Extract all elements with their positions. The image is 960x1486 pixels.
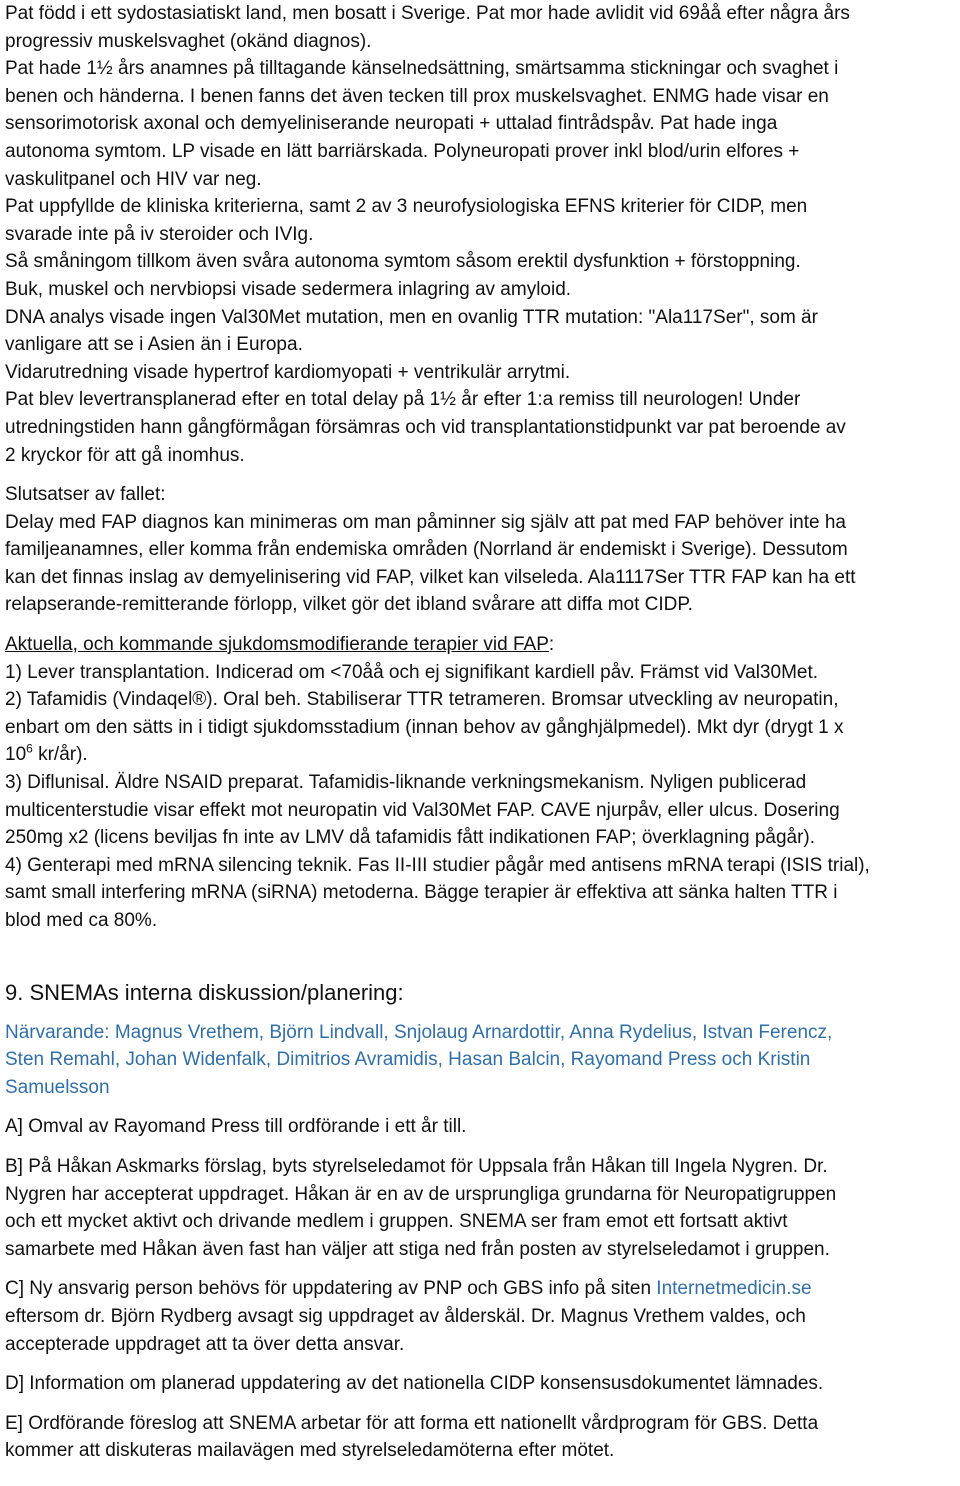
text-line: vaskulitpanel och HIV var neg.: [5, 168, 262, 190]
text-line: 2) Tafamidis (Vindaqel®). Oral beh. Stabiliserar TTR tetrameren. Bromsar utveckling av neuropatin,: [5, 689, 839, 711]
text-line: kan det finnas inslag av demyelinisering vid FAP, vilket kan vilseleda. Ala1117Ser TTR FAP kan ha ett: [5, 566, 856, 588]
text-line: Pat uppfyllde de kliniska kriterierna, samt 2 av 3 neurofysiologiska EFNS kriterier för CIDP, men: [5, 196, 808, 218]
text-line: Närvarande: Magnus Vrethem, Björn Lindvall, Snjolaug Arnardottir, Anna Rydelius, Istvan Ferencz,: [5, 1021, 833, 1043]
text-line: multicenterstudie visar effekt mot neuropatin vid Val30Met FAP. CAVE njurpåv, eller ulcus. Dosering: [5, 799, 840, 821]
case-description: [5, 0, 955, 469]
therapies-title-line: [5, 631, 955, 659]
text-line: accepterade uppdraget att ta över detta ansvar.: [5, 1333, 405, 1355]
text-line: och ett mycket aktivt och drivande medlem i gruppen. SNEMA ser fram emot ett fortsatt aktivt: [5, 1211, 788, 1233]
text-line: samt small interfering mRNA (siRNA) metoderna. Bägge terapier är effektiva att sänka halten TTR i: [5, 882, 838, 904]
text-line: familjeanamnes, eller komma från endemiska områden (Norrland är endemiskt i Sverige). Dessutom: [5, 539, 848, 561]
item-a: [5, 1113, 955, 1141]
text-line: autonoma symtom. LP visade en lätt barriärskada. Polyneuropati prover inkl blod/urin elfores +: [5, 140, 800, 162]
conclusions-title: Slutsatser av fallet:: [5, 484, 166, 506]
text-line: benen och händerna. I benen fanns det även tecken till prox muskelsvaghet. ENMG hade visar en: [5, 85, 829, 107]
exp-rest: kr/år).: [32, 744, 88, 766]
item-c-prefix: C] Ny ansvarig person behövs för uppdatering av PNP och GBS info på siten: [5, 1278, 657, 1300]
text-line: samarbete med Håkan även fast han väljer att stiga ned från posten av styrelseledamot i gruppen.: [5, 1238, 830, 1260]
text-line: 3) Diflunisal. Äldre NSAID preparat. Tafamidis-liknande verkningsmekanism. Nyligen publicerad: [5, 772, 807, 794]
section-9-heading: 9. SNEMAs interna diskussion/planering:: [5, 979, 404, 1005]
text-line: Pat blev levertransplanerad efter en total delay på 1½ år efter 1:a remiss till neurologen! Under: [5, 389, 801, 411]
text-line: kommer att diskuteras mailavägen med styrelseledamöterna efter mötet.: [5, 1440, 615, 1462]
text-line: eftersom dr. Björn Rydberg avsagt sig uppdraget av ålderskäl. Dr. Magnus Vrethem valdes, och: [5, 1305, 806, 1327]
item-c: [5, 1275, 955, 1358]
internetmedicin-link[interactable]: Internetmedicin.se: [656, 1278, 812, 1300]
text-line: Så småningom tillkom även svåra autonoma symtom såsom erektil dysfunktion + förstoppning.: [5, 251, 801, 273]
text-line: A] Omval av Rayomand Press till ordförande i ett år till.: [5, 1116, 467, 1138]
document-page: [5, 0, 955, 1465]
text-line: Nygren har accepterat uppdraget. Håkan är en av de ursprungliga grundarna för Neuropatigruppen: [5, 1183, 837, 1205]
text-line: Vidarutredning visade hypertrof kardiomyopati + ventrikulär arrytmi.: [5, 361, 571, 383]
text-line: Buk, muskel och nervbiopsi visade sedermera inlagring av amyloid.: [5, 278, 572, 300]
item-e: [5, 1410, 955, 1465]
text-line: relapserande-remitterande förlopp, vilket gör det ibland svårare att diffa mot CIDP.: [5, 594, 693, 616]
text-line: enbart om den sätts in i tidigt sjukdomsstadium (innan behov av gånghjälpmedel). Mkt dyr (drygt 1 x: [5, 716, 844, 738]
therapies-title-suffix: :: [548, 634, 555, 656]
text-line: 1) Lever transplantation. Indicerad om <70åå och ej signifikant kardiell påv. Främst vid Val30Met.: [5, 661, 819, 683]
text-line: Pat född i ett sydostasiatiskt land, men bosatt i Sverige. Pat mor hade avlidit vid 69åå efter några års: [5, 3, 850, 24]
text-line: E] Ordförande föreslog att SNEMA arbetar för att forma ett nationellt vårdprogram för GBS. Detta: [5, 1412, 819, 1434]
text-line: blod med ca 80%.: [5, 910, 158, 931]
text-line: utredningstiden hann gångförmågan försämras och vid transplantationstidpunkt var pat beroende av: [5, 416, 846, 438]
exponent-line: [5, 741, 955, 769]
text-line: vanligare att se i Asien än i Europa.: [5, 334, 303, 356]
text-line: B] På Håkan Askmarks förslag, byts styrelseledamot för Uppsala från Håkan till Ingela Nygren. Dr.: [5, 1155, 828, 1177]
text-line: progressiv muskelsvaghet (okänd diagnos).: [5, 30, 372, 52]
text-line: D] Information om planerad uppdatering av det nationella CIDP konsensusdokumentet lämnades.: [5, 1373, 824, 1395]
text-line: Delay med FAP diagnos kan minimeras om man påminner sig själv att pat med FAP behöver inte ha: [5, 511, 847, 533]
exp-sup: 6: [26, 742, 33, 757]
text-line: [5, 1275, 955, 1303]
therapies-section: [5, 631, 955, 935]
text-line: DNA analys visade ingen Val30Met mutation, men en ovanlig TTR mutation: "Ala117Ser", som är: [5, 306, 818, 328]
conclusions-section: [5, 481, 955, 619]
item-d: [5, 1370, 955, 1398]
attendees: [5, 1019, 955, 1102]
text-line: sensorimotorisk axonal och demyeliniserande neuropati + uttalad fintrådspåv. Pat hade inga: [5, 113, 778, 135]
text-line: svarade inte på iv steroider och IVIg.: [5, 223, 314, 245]
therapies-title: Aktuella, och kommande sjukdomsmodifierande terapier vid FAP: [5, 634, 549, 656]
text-line: Pat hade 1½ års anamnes på tilltagande känselnedsättning, smärtsamma stickningar och svaghet i: [5, 58, 839, 80]
item-b: [5, 1153, 955, 1263]
text-line: 4) Genterapi med mRNA silencing teknik. Fas II-III studier pågår med antisens mRNA terapi (ISIS trial),: [5, 854, 870, 876]
text-line: 2 kryckor för att gå inomhus.: [5, 444, 245, 466]
exp-base: 10: [5, 744, 27, 766]
text-line: Samuelsson: [5, 1076, 110, 1098]
text-line: Sten Remahl, Johan Widenfalk, Dimitrios Avramidis, Hasan Balcin, Rayomand Press och Kristin: [5, 1049, 811, 1071]
text-line: 250mg x2 (licens beviljas fn inte av LMV då tafamidis fått indikationen FAP; överklagning pågår).: [5, 827, 816, 849]
